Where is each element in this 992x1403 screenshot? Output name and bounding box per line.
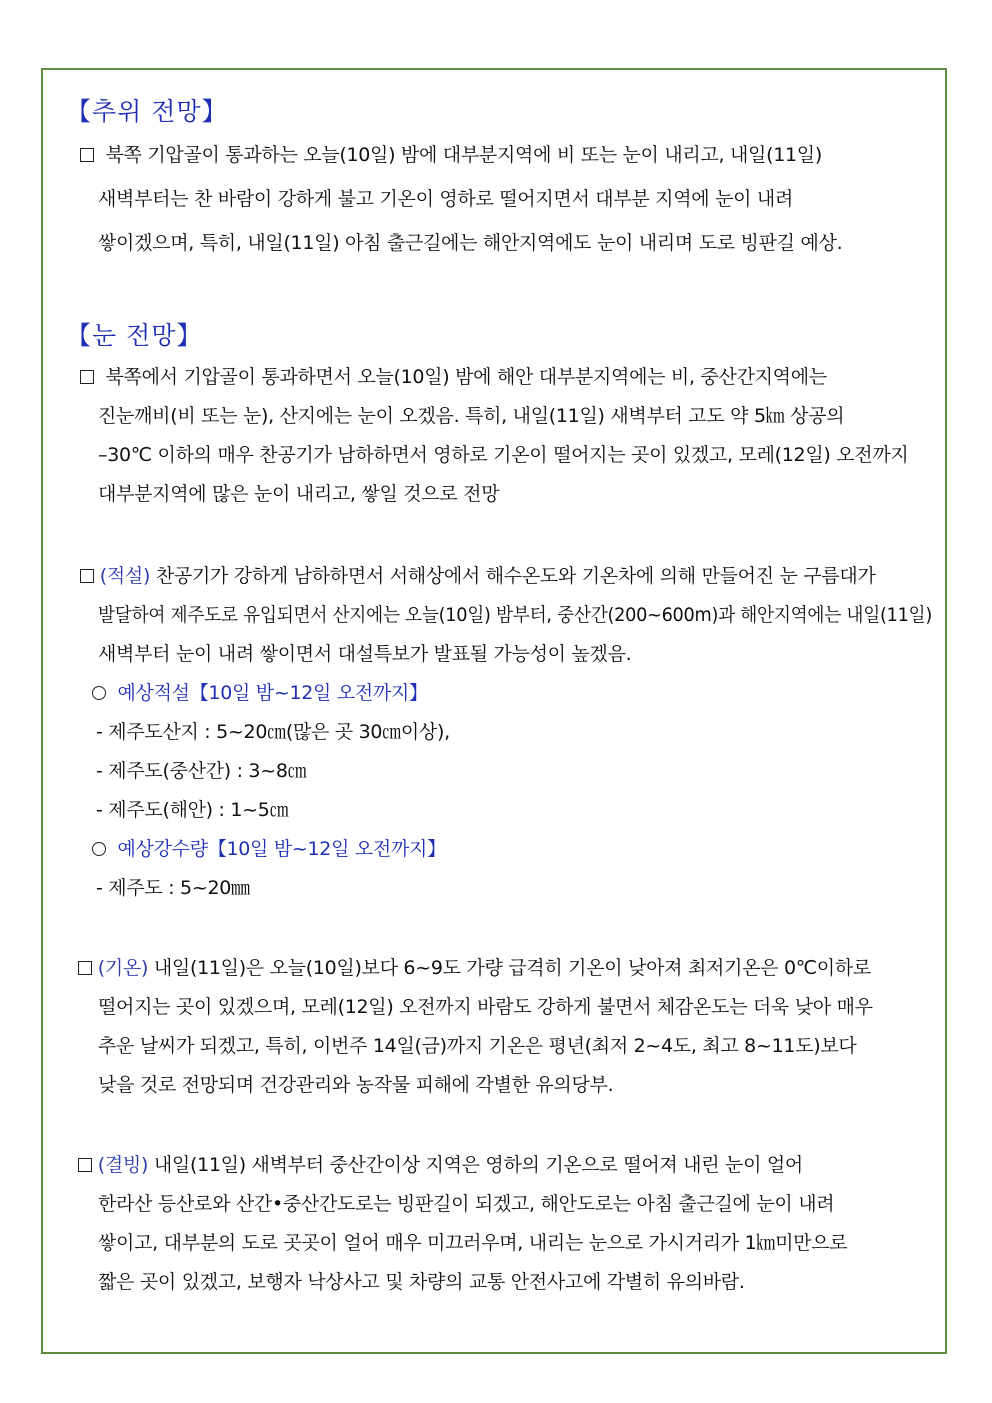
snowfall-line-1 [80, 564, 876, 588]
snowfall-line-3: 새벽부터 눈이 내려 쌓이면서 대설특보가 발표될 가능성이 높겠음. [98, 643, 632, 665]
circle-bullet-icon [92, 842, 106, 856]
cold-outlook-line-1 [80, 143, 822, 167]
snowfall-line-2: 발달하여 제주도로 유입되면서 산지에는 오늘(10일) 밤부터, 중산간(200~600m)과 해안지역에는 내일(11일) [98, 604, 932, 626]
snow-outlook-line-2: 진눈깨비(비 또는 눈), 산지에는 눈이 오겠음. 특히, 내일(11일) 새벽부터 고도 약 5㎞ 상공의 [98, 405, 845, 427]
temperature-line-2: 떨어지는 곳이 있겠으며, 모레(12일) 오전까지 바람도 강하게 불면서 체감온도는 더욱 낮아 매우 [98, 996, 873, 1018]
temperature-tag: (기온) [97, 957, 149, 979]
expected-snow-item-1: - 제주도산지 : 5~20㎝(많은 곳 30㎝이상), [96, 721, 450, 743]
checkbox-bullet-icon [80, 569, 94, 583]
snow-outlook-line-1 [80, 365, 827, 389]
temperature-line-4: 낮을 것로 전망되며 건강관리와 농작물 피해에 각별한 유의당부. [98, 1074, 614, 1096]
temperature-line-3: 추운 날씨가 되겠고, 특히, 이번주 14일(금)까지 기온은 평년(최저 2~4도, 최고 8~11도)보다 [98, 1035, 857, 1057]
icing-line-2: 한라산 등산로와 산간•중산간도로는 빙판길이 되겠고, 해안도로는 아침 출근길에 눈이 내려 [98, 1193, 835, 1215]
checkbox-bullet-icon [78, 1158, 92, 1172]
snow-outlook-line-3: –30℃ 이하의 매우 찬공기가 남하하면서 영하로 기온이 떨어지는 곳이 있겠고, 모레(12일) 오전까지 [98, 444, 909, 466]
expected-rain-title-line [92, 837, 446, 861]
icing-line-1 [78, 1153, 803, 1177]
expected-snow-item-3: - 제주도(해안) : 1~5㎝ [96, 799, 289, 821]
temperature-text-1: 내일(11일)은 오늘(10일)보다 6~9도 가량 급격히 기온이 낮아져 최저기온은 0℃이하로 [153, 957, 871, 979]
expected-snow-title: 예상적설【10일 밤~12일 오전까지】 [117, 682, 428, 704]
temperature-line-1 [78, 956, 871, 980]
icing-line-4: 짧은 곳이 있겠고, 보행자 낙상사고 및 차량의 교통 안전사고에 각별히 유의바람. [98, 1271, 745, 1293]
checkbox-bullet-icon [78, 961, 92, 975]
snowfall-tag: (적설) [99, 565, 151, 587]
snowfall-text-1: 찬공기가 강하게 남하하면서 서해상에서 해수온도와 기온차에 의해 만들어진 눈 구름대가 [155, 565, 876, 587]
snow-outlook-text-1: 북쪽에서 기압골이 통과하면서 오늘(10일) 밤에 해안 대부분지역에는 비, 중산간지역에는 [105, 366, 827, 388]
icing-tag: (결빙) [97, 1154, 149, 1176]
icing-text-1: 내일(11일) 새벽부터 중산간이상 지역은 영하의 기온으로 떨어져 내린 눈이 얼어 [153, 1154, 803, 1176]
expected-rain-title: 예상강수량【10일 밤~12일 오전까지】 [117, 838, 446, 860]
icing-line-3: 쌓이고, 대부분의 도로 곳곳이 얼어 매우 미끄러우며, 내리는 눈으로 가시거리가 1㎞미만으로 [98, 1232, 848, 1254]
snow-outlook-heading: 【눈 전망】 [66, 321, 203, 350]
expected-snow-title-line [92, 681, 428, 705]
circle-bullet-icon [92, 686, 106, 700]
cold-outlook-heading: 【추위 전망】 [66, 97, 228, 126]
snow-outlook-line-4: 대부분지역에 많은 눈이 내리고, 쌓일 것으로 전망 [98, 483, 500, 505]
checkbox-bullet-icon [80, 148, 94, 162]
checkbox-bullet-icon [80, 370, 94, 384]
expected-rain-item-1: - 제주도 : 5~20㎜ [96, 877, 250, 899]
cold-outlook-text-1: 북쪽 기압골이 통과하는 오늘(10일) 밤에 대부분지역에 비 또는 눈이 내리고, 내일(11일) [105, 144, 822, 166]
cold-outlook-line-2: 새벽부터는 찬 바람이 강하게 불고 기온이 영하로 떨어지면서 대부분 지역에 눈이 내려 [98, 188, 794, 210]
cold-outlook-line-3: 쌓이겠으며, 특히, 내일(11일) 아침 출근길에는 해안지역에도 눈이 내리며 도로 빙판길 예상. [98, 232, 843, 254]
expected-snow-item-2: - 제주도(중산간) : 3~8㎝ [96, 760, 307, 782]
